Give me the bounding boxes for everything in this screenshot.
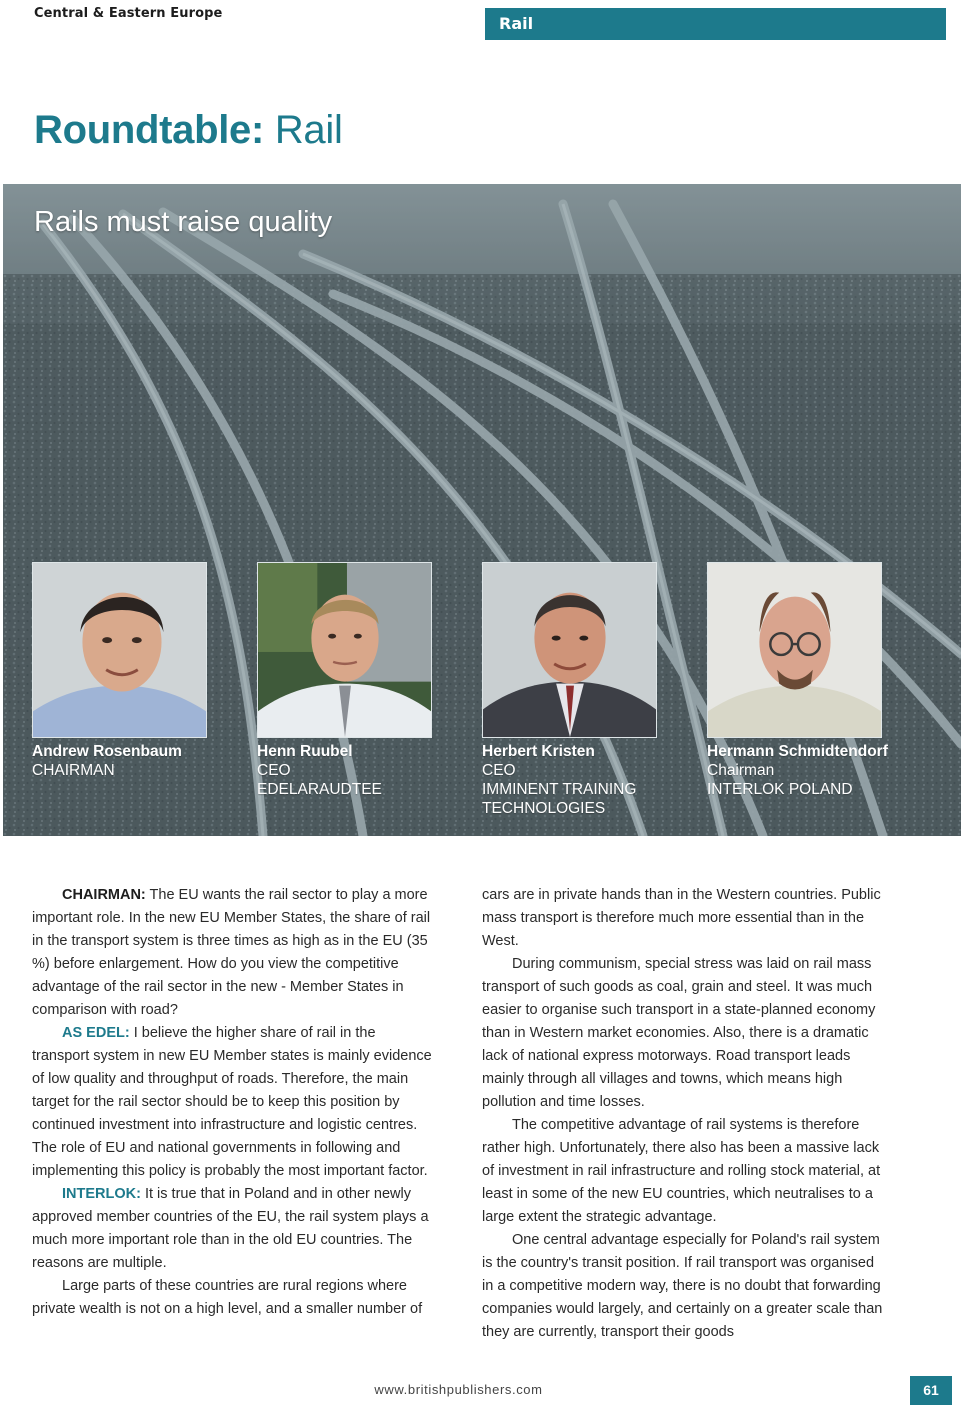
panelist-3 [482,742,682,818]
panelist-role: CEO [257,762,291,779]
panelist-4 [707,742,888,799]
panelist-role: CEO [482,762,516,779]
page-title [34,108,343,153]
portrait-herbert-kristen [482,562,657,738]
panelist-org: INTERLOK POLAND [707,781,853,798]
portrait-henn-ruubel [257,562,432,738]
page-number: 61 [910,1376,952,1405]
hero-title: Rails must raise quality [34,206,333,238]
portrait-andrew-rosenbaum [32,562,207,738]
panelist-name: Herbert Kristen [482,743,595,760]
paragraph [32,1022,436,1183]
portrait-photo [33,563,206,737]
section-label: Central & Eastern Europe [34,6,223,21]
speaker-label: INTERLOK: [62,1186,141,1202]
panelist-name: Andrew Rosenbaum [32,743,182,760]
panelist-2 [257,742,382,799]
portrait-photo [258,563,431,737]
speaker-label: AS EDEL: [62,1025,130,1041]
panelist-role: CHAIRMAN [32,762,115,779]
portrait-hermann-schmidtendorf [707,562,882,738]
article-column-left [32,884,436,1321]
panelist-name: Henn Ruubel [257,743,353,760]
paragraph-text: It is true that in Poland and in other newly approved member countries of the EU, the rail system plays a much more important role than in the old EU countries. The reasons are multiple. [32,1186,429,1271]
panelist-1 [32,742,182,780]
paragraph [32,1183,436,1275]
paragraph: During communism, special stress was laid on rail mass transport of such goods as coal, grain and steel. It was much easier to organise such transport in a state-planned economy than in Western market economies. Also, there is a dramatic lack of national express motorways. Road transport leads mainly through all villages and towns, which means high pollution and time losses. [482,956,876,1110]
paragraph: cars are in private hands than in the Western countries. Public mass transport is therefore much more essential than in the West. [482,887,881,949]
article-column-right [482,884,886,1344]
paragraph: One central advantage especially for Poland's rail system is the country's transit position. If rail transport was organised in a competitive modern way, there is no doubt that forwarding companies would largely, and certainly on a greater scale than they are currently, transport their goods [482,1232,883,1340]
footer-url: www.britishpublishers.com [374,1382,543,1397]
portrait-photo [708,563,881,737]
page-title-light: Rail [264,108,343,152]
rail-tracks-photo [3,184,961,836]
portrait-photo [483,563,656,737]
speaker-label: CHAIRMAN: [62,887,146,903]
section-tab: Rail [485,8,946,40]
hero-banner [3,184,961,836]
panelist-name: Hermann Schmidtendorf [707,743,888,760]
page-title-bold: Roundtable: [34,108,265,152]
panelist-org: IMMINENT TRAINING TECHNOLOGIES [482,781,637,817]
paragraph-text: I believe the higher share of rail in the transport system in new EU Member states is mainly evidence of low quality and throughput of roads. Therefore, the main target for the rail sector should be to keep this position by continued investment into infrastructure and logistic centres. The role of EU and national governments in following and implementing this policy is probably the most important factor. [32,1025,432,1179]
paragraph-text: The EU wants the rail sector to play a more important role. In the new EU Member States, the share of rail in the transport system is three times as high as in the EU (35 %) before enlargement. How do you view the competitive advantage of the rail sector in the new - Member States in comparison with road? [32,887,431,1018]
panelist-org: EDELARAUDTEE [257,781,382,798]
paragraph [32,884,436,1022]
panelist-role: Chairman [707,762,775,779]
paragraph: Large parts of these countries are rural regions where private wealth is not on a high level, and a smaller number of [32,1278,423,1317]
paragraph: The competitive advantage of rail systems is therefore rather high. Unfortunately, there also has been a massive lack of investment in rail infrastructure and rolling stock material, at least in some of the new EU countries, which neutralises to a large extent the strategic advantage. [482,1117,881,1225]
